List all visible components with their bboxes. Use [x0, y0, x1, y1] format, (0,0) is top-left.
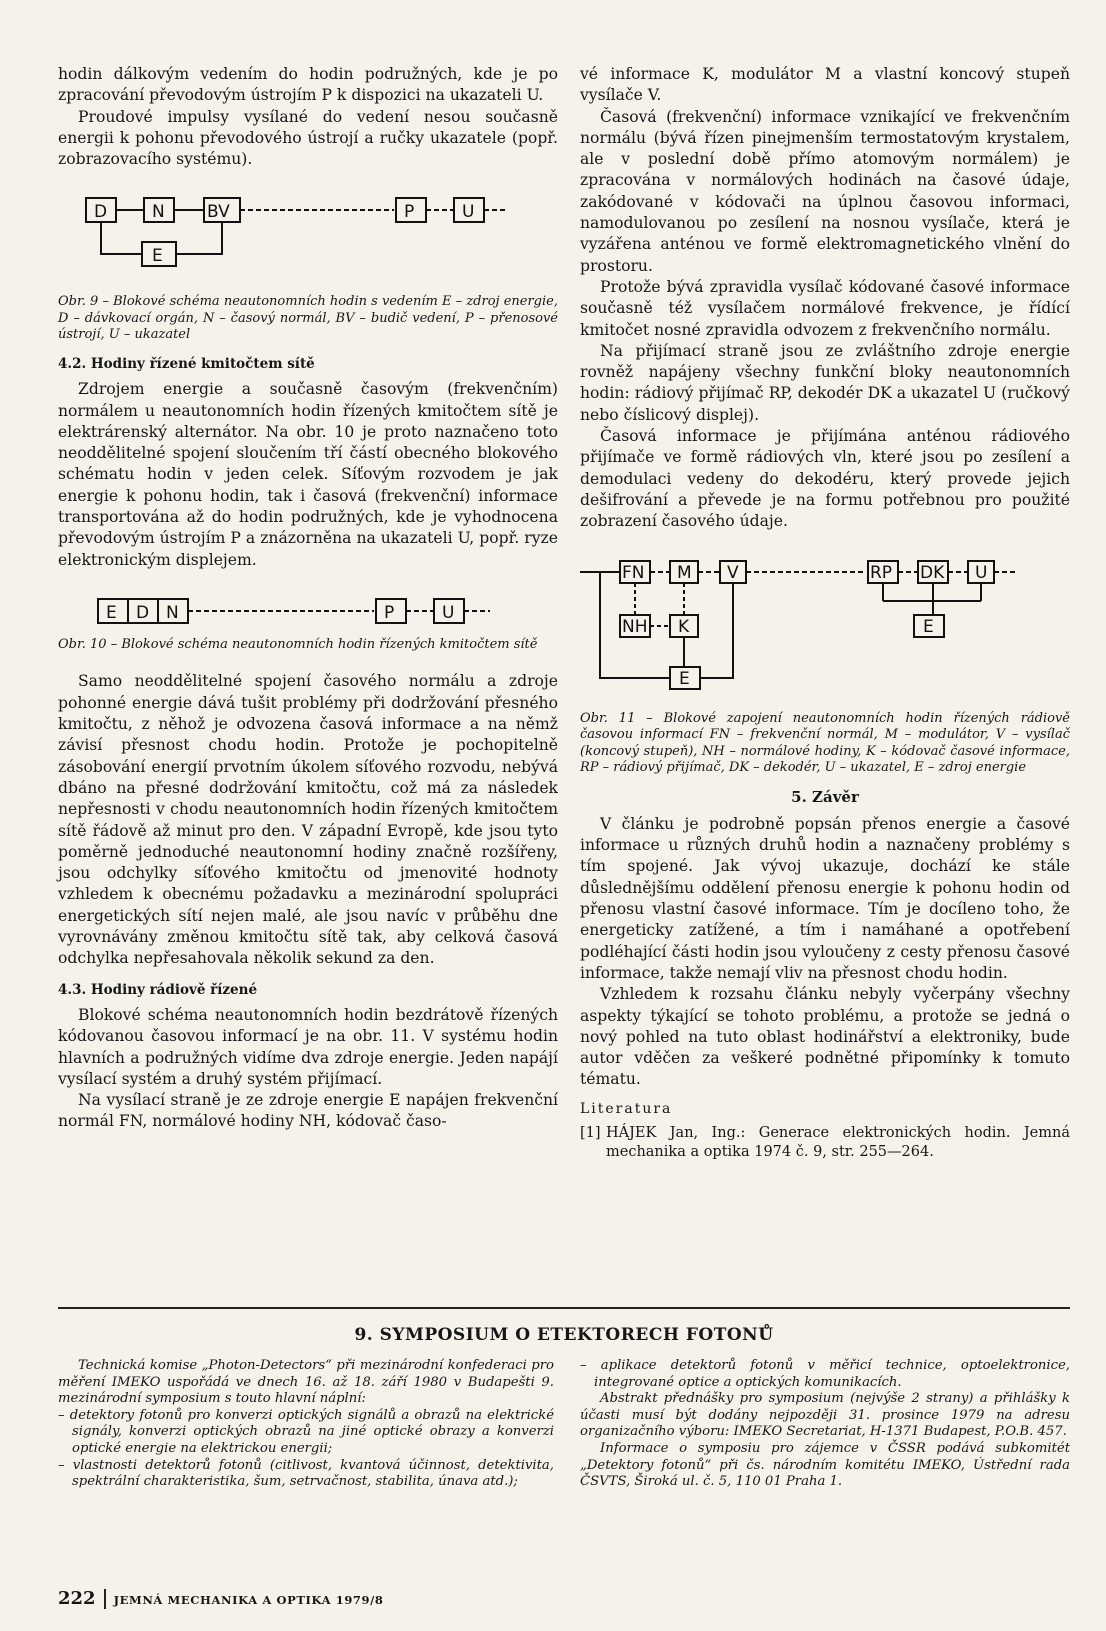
paragraph: vé informace K, modulátor M a vlastní koncový stupeň vysílače V. — [580, 65, 1070, 105]
block-NH: NH — [622, 616, 648, 637]
block-D: D — [136, 602, 150, 623]
footer-divider — [104, 1589, 106, 1609]
block-P: P — [404, 202, 415, 223]
section-heading-4-3: 4.3. Hodiny rádiově řízené — [58, 981, 258, 998]
paragraph: Zdrojem energie a současně časovým (frekvenčním) normálem u neautonomních hodin řízených kmitočtem sítě je elektrárenský alternátor. Na obr. 10 je proto naznačeno toto neoddělitelné spojení sloučením tří částí obecného blokového schématu hodin v jeden celek. Síťovým rozvodem je jak energie k pohonu hodin, tak i časová (frekvenční) informace transportována až do hodin podružných, kde je vyhodnocena převodovým ústrojím P a znázorněna na ukazateli U, popř. ryze elektronickým displejem. — [58, 380, 558, 569]
block-E-receiver: E — [923, 616, 934, 637]
paragraph: Vzhledem k rozsahu článku nebyly vyčerpány všechny aspekty týkající se tohoto problému, a protože se jedná o nový pohled na tuto oblast hodinářství a elektroniky, bude autor vděčen za veškeré podnětné připomínky k tomuto tématu. — [580, 985, 1070, 1089]
block-U: U — [975, 562, 988, 583]
figure-10-diagram — [58, 593, 558, 629]
symposium-title: 9. SYMPOSIUM O ETEKTORECH FOTONŮ — [354, 1325, 774, 1345]
block-V: V — [727, 562, 739, 583]
paragraph: Časová (frekvenční) informace vznikající ve frekvenčním normálu (bývá řízen pinejmenším termostatovým krystalem, ale v poslední době přímo atomovým normálem) je zpracována v normálových hodinách na časové údaje, zakódované v kódovači na úplnou časovou informaci, namodulovanou po zesílení na nosnou vysílače, která je vyzářena anténou ve formě elektromagnetického vlnění do prostoru. — [580, 107, 1070, 275]
symposium-left-column — [58, 1358, 554, 1491]
page-footer — [58, 1588, 384, 1609]
list-item: – detektory fotonů pro konverzi optických signálů a obrazů na elektrické signály, konverzi optických obrazů na jiné optické obrazy a konverzi optické energie na elektrickou energii; — [58, 1407, 554, 1456]
reference-text: HÁJEK Jan, Ing.: Generace elektronických hodin. Jemná mechanika a optika 1974 č. 9, str. 255—264. — [606, 1124, 1070, 1160]
paragraph: Abstrakt přednášky pro symposium (nejvýše 2 strany) a přihlášky k účasti musí být dodány nejpozději 31. prosince 1979 na adresu organizačního výboru: IMEKO Secretariat, H-1371 Budapest, P.O.B. 457. — [580, 1391, 1070, 1440]
block-N: N — [166, 602, 179, 623]
page-number: 222 — [58, 1588, 96, 1609]
block-E: E — [152, 246, 163, 267]
block-E-transmitter: E — [679, 668, 690, 689]
paragraph: Blokové schéma neautonomních hodin bezdrátově řízených kódovanou časovou informací je na obr. 11. V systému hodin hlavních a podružných vidíme dva zdroje energie. Jeden napájí vysílací systém a druhý systém přijímací. — [58, 1005, 558, 1088]
block-K: K — [678, 616, 690, 637]
block-BV: BV — [207, 202, 230, 223]
figure-10-caption: Obr. 10 – Blokové schéma neautonomních hodin řízených kmitočtem sítě — [58, 636, 538, 652]
list-item: – vlastnosti detektorů fotonů (citlivost, kvantová účinnost, detektivita, spektrální charakteristika, šum, setrvačnost, stabilita, únava atd.); — [58, 1457, 554, 1490]
paragraph: Informace o symposiu pro zájemce v ČSSR podává subkomitét „Detektory fotonů“ při čs. národním komitétu IMEKO, Ústřední rada ČSVTS, Široká ul. č. 5, 110 01 Praha 1. — [580, 1440, 1070, 1490]
section-divider — [58, 1307, 1070, 1309]
paragraph: Protože bývá zpravidla vysílač kódované časové informace současně též vysílačem normálové frekvence, je řídící kmitočet nosné zpravidla odvozem z frekvenčního normálu. — [580, 277, 1070, 339]
figure-9-caption: Obr. 9 – Blokové schéma neautonomních hodin s vedením E – zdroj energie, D – dávkovací orgán, N – časový normál, BV – budič vedení, P – přenosové ústrojí, U – ukazatel — [58, 294, 558, 343]
paragraph: Časová informace je přijímána anténou rádiového přijímače ve formě rádiových vln, které jsou po zesílení a demodulaci vedeny do dekodéru, který provede jejich dešifrování a převede je na formu potřebnou pro použité zobrazení časového údaje. — [580, 427, 1070, 531]
reference-number: [1] — [580, 1124, 601, 1141]
paragraph: hodin dálkovým vedením do hodin podružných, kde je po zpracování převodovým ústrojím P k dispozici na ukazateli U. — [58, 65, 558, 105]
paragraph: Technická komise „Photon-Detectors“ při mezinárodní konfederaci pro měření IMEKO uspořádá ve dnech 16. až 18. září 1980 v Budapešti 9. mezinárodní symposium s touto hlavní náplní: — [58, 1358, 554, 1407]
list-item: – aplikace detektorů fotonů v měřicí technice, optoelektronice, integrované optice a optických komunikacích. — [580, 1358, 1070, 1390]
journal-name: JEMNÁ MECHANIKA A OPTIKA 1979/8 — [113, 1593, 384, 1607]
paragraph: Na přijímací straně jsou ze zvláštního zdroje energie rovněž napájeny všechny funkční bloky neautonomních hodin: rádiový přijímač RP, dekodér DK a ukazatel U (ručkový nebo číslicový displej). — [580, 341, 1070, 424]
block-DK: DK — [920, 562, 945, 583]
block-N: N — [152, 202, 165, 223]
block-U: U — [442, 602, 455, 623]
left-column — [58, 64, 558, 1133]
figure-11-diagram — [580, 555, 1070, 705]
figure-9-diagram — [58, 192, 558, 288]
section-heading-5: 5. Závěr — [791, 787, 859, 806]
paragraph: Na vysílací straně je ze zdroje energie E napájen frekvenční normál FN, normálové hodiny NH, kódovač časo- — [58, 1091, 558, 1131]
paragraph: Samo neoddělitelné spojení časového normálu a zdroje pohonné energie dává tušit problémy při dodržování přesného kmitočtu, z něhož je odvozena časová informace a na němž závisí přesnost chodu hodin. Protože je pochopitelně zásobování energií prvotním úkolem síťového rozvodu, nebývá dbáno na přesné dodržování kmitočtu, což má za následek nepřesnosti v chodu neautonomních hodin řízených kmitočtem sítě řádově až minut pro den. V západní Evropě, kde jsou tyto poměrně jednoduché neautonomní hodiny značně rozšířeny, jsou odchylky síťového kmitočtu od jmenovité hodnoty vzhledem k obecnému požadavku a mezinárodní spolupráci energetických sítí nejen malé, ale jsou navíc v průběhu dne vyrovnávány změnou kmitočtu sítě tak, aby celková časová odchylka nepřesahovala několik sekund za den. — [58, 672, 558, 968]
block-E: E — [106, 602, 117, 623]
section-heading-4-2: 4.2. Hodiny řízené kmitočtem sítě — [58, 355, 315, 372]
block-FN: FN — [622, 562, 645, 583]
block-RP: RP — [870, 562, 893, 583]
references-heading: Literatura — [580, 1100, 673, 1117]
block-U: U — [462, 202, 475, 223]
right-column — [580, 64, 1070, 1162]
block-D: D — [94, 202, 108, 223]
block-P: P — [384, 602, 395, 623]
symposium-right-column — [580, 1358, 1070, 1491]
figure-11-caption: Obr. 11 – Blokové zapojení neautonomních hodin řízených rádiově časovou informací FN – frekvenční normál, M – modulátor, V – vysílač (koncový stupeň), NH – normálové hodiny, K – kódovač časové informace, RP – rádiový přijímač, DK – dekodér, U – ukazatel, E – zdroj energie — [580, 710, 1070, 776]
paragraph: Proudové impulsy vysílané do vedení nesou současně energii k pohonu převodového ústrojí a ručky ukazatele (popř. zobrazovacího systému). — [58, 107, 558, 169]
reference-item — [580, 1124, 1070, 1162]
paragraph: V článku je podrobně popsán přenos energie a časové informace u různých druhů hodin a naznačeny problémy s tím spojené. Jak vývoj ukazuje, dochází ke stále důslednějšímu oddělení přenosu energie k pohonu hodin od přenosu vlastní časové informace. Tím je docíleno toho, že energeticky zatížené, a tím i namáhané a opotřebení podléhající části hodin jsou vyloučeny z cesty přenosu časové informace, takže nemají vliv na přesnost chodu hodin. — [580, 814, 1070, 982]
block-M: M — [677, 562, 692, 583]
